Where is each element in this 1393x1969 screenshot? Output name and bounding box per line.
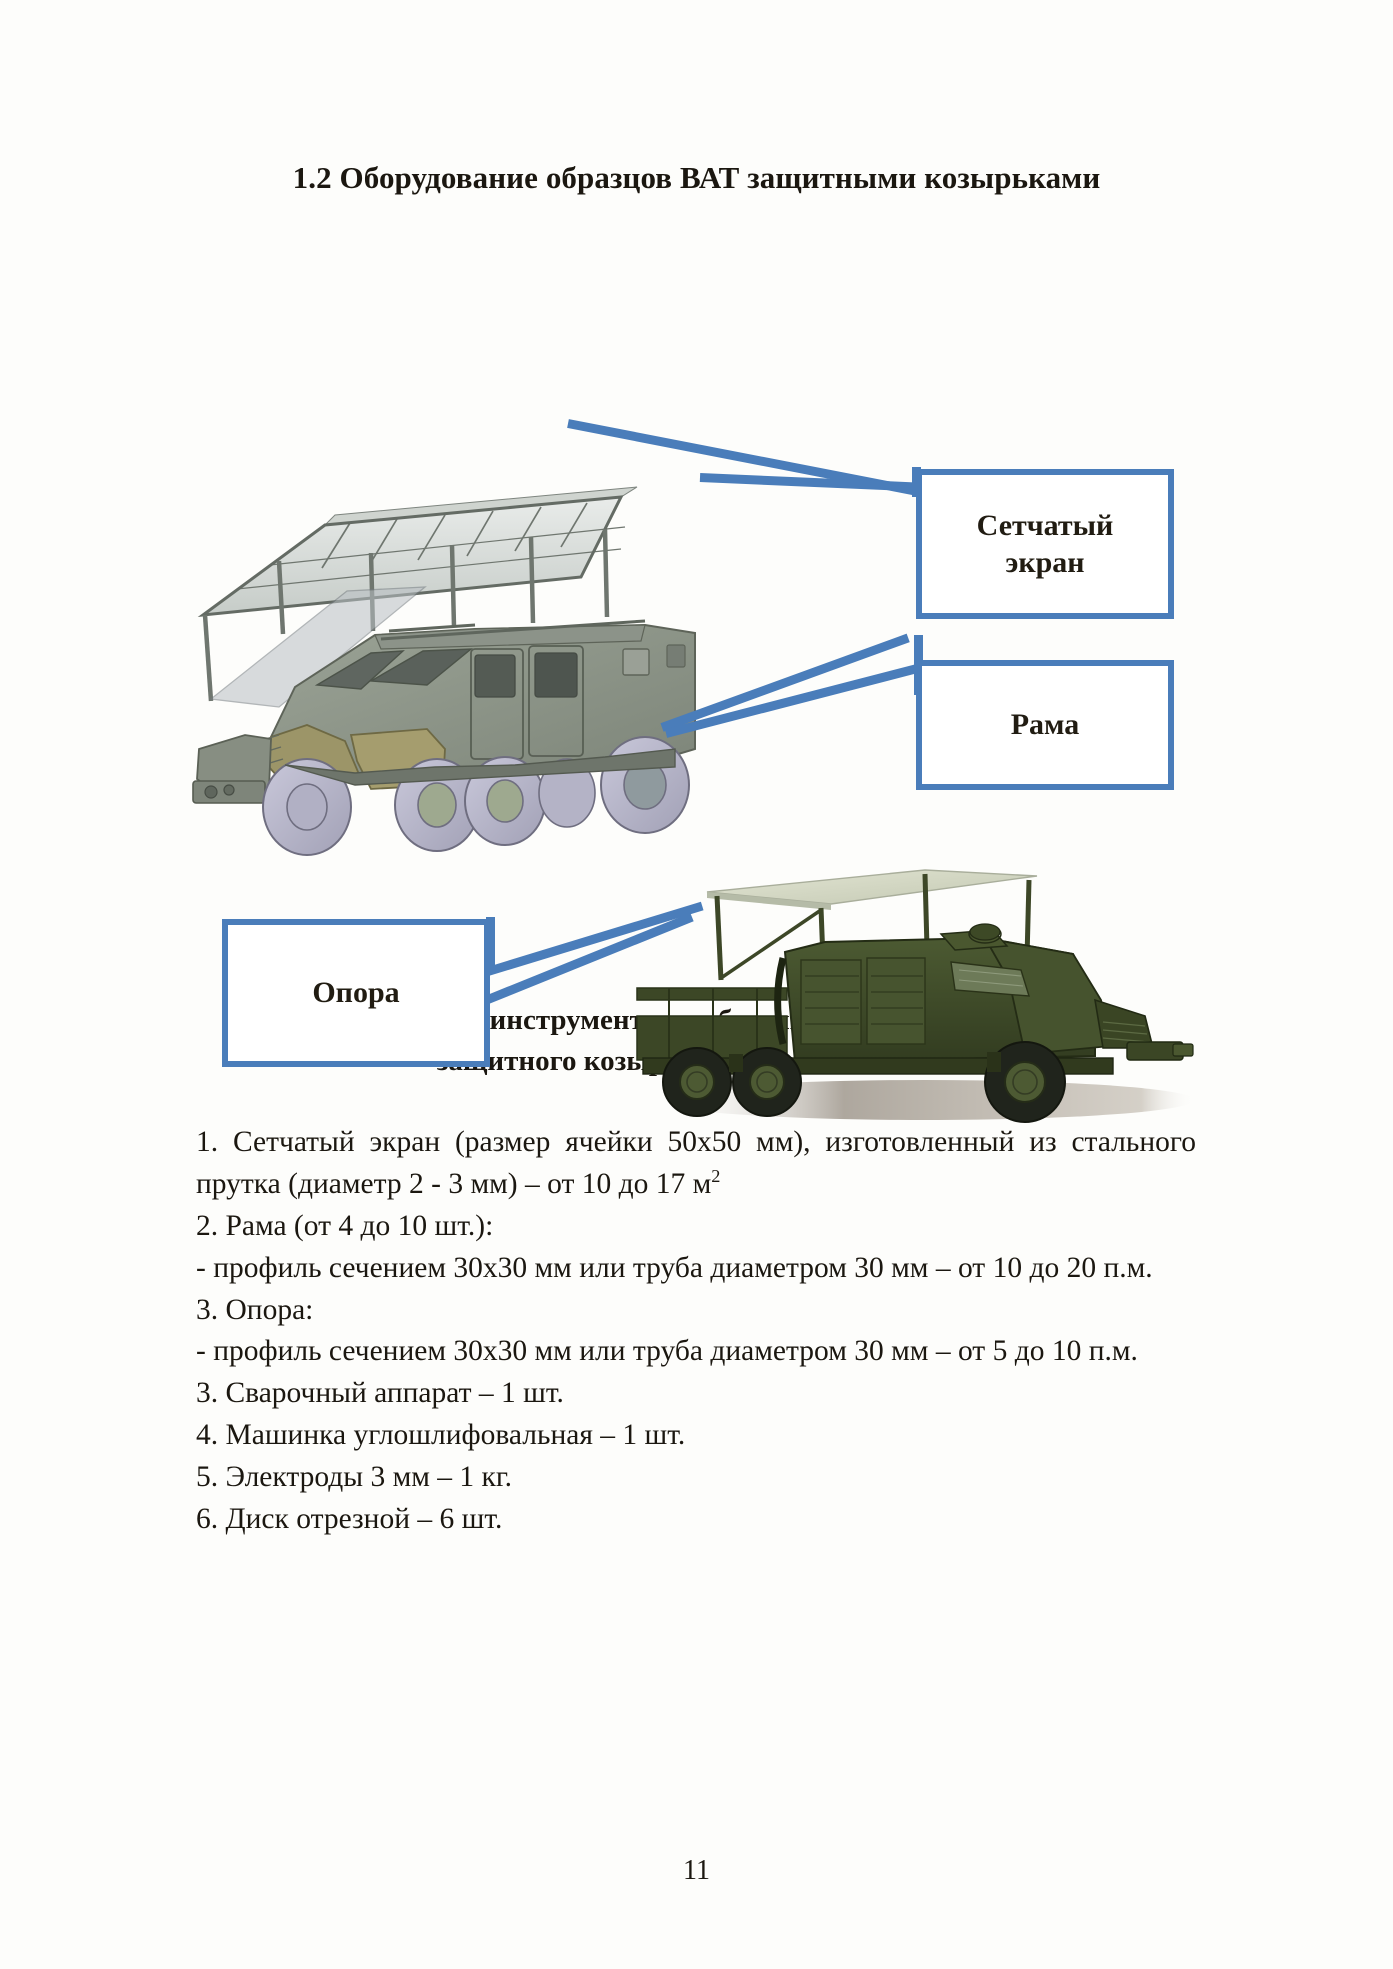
materials-item-9: 6. Диск отрезной – 6 шт. [196,1502,503,1535]
callout-frame-label: Рама [1010,708,1080,742]
materials-item-8: 5. Электроды 3 мм – 1 кг. [196,1461,513,1493]
vehicle-armored-cad-image [175,449,755,859]
materials-item-2: 2. Рама (от 4 до 10 шт.): [196,1209,494,1242]
materials-item-3: - профиль сечением 30х30 мм или труба диаметром 30 мм – от 10 до 20 п.м. [196,1251,1153,1284]
materials-item-7: 4. Машинка углошлифовальная – 1 шт. [196,1419,686,1452]
materials-item-4: 3. Опора: [196,1293,314,1326]
page-number: 11 [683,1855,710,1886]
materials-item-5: - профиль сечением 30х30 мм или труба диаметром 30 мм – от 5 до 10 п.м. [196,1335,1138,1368]
callout-support-label: Опора [312,976,400,1010]
callout-support [222,919,490,1067]
section-heading-line2: защитного [436,1045,577,1078]
callout-mesh-screen [916,469,1174,619]
materials-item-1-superscript: 2 [711,1166,721,1187]
callout-frame [916,660,1174,790]
section-heading-line1: инструменты [489,1004,667,1036]
callout-mesh-screen-line2: экран [1005,546,1085,579]
page-title: 1.2 Оборудование образцов ВАТ защитными козырьками [292,160,1101,195]
figure-illustration [0,205,1393,1010]
materials-list [196,1122,1196,1541]
materials-item-1-text: 1. Сетчатый экран (размер ячейки 50х50 мм), изготовленный из стального прутка (диаметр 2 - 3 мм) – от 10 до 17 м [196,1126,1196,1200]
callout-mesh-screen-line1: Сетчатый [976,508,1114,542]
vehicle-truck-photo-image [625,830,1205,1150]
materials-item-6: 3. Сварочный аппарат – 1 шт. [196,1377,564,1410]
